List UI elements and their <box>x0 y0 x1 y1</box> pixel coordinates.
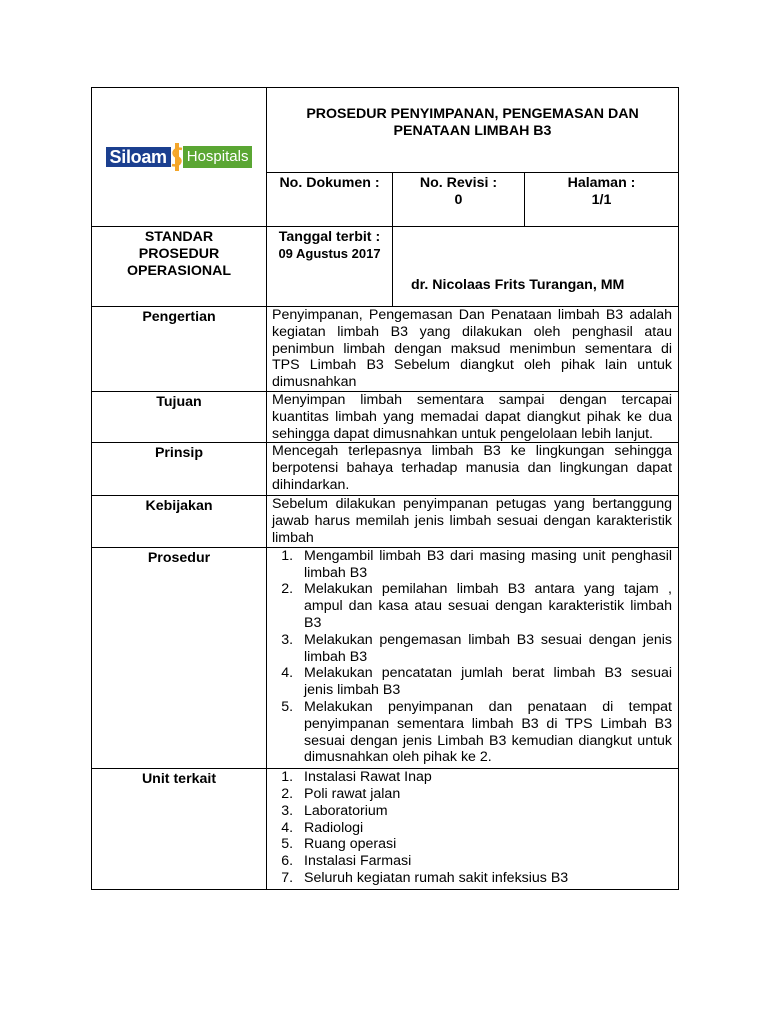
title-line-2: PENATAAN LIMBAH B3 <box>393 122 552 139</box>
unit-item: 5. Ruang operasi <box>297 836 672 853</box>
pengertian-text: Penyimpanan, Pengemasan Dan Penataan limbah B3 adalah kegiatan limbah B3 yang dilakukan oleh penghasil atau penimbun limbah dengan maksud menimbun sementara di TPS Limbah B3 Sebelum diangkut oleh pihak lain untuk dimusnahkan <box>272 307 673 391</box>
sop-label-cell <box>92 227 267 307</box>
pengertian-text-cell <box>267 307 679 392</box>
logo-cell <box>92 88 267 227</box>
unit-item: 7. Seluruh kegiatan rumah sakit infeksius B3 <box>297 870 672 887</box>
page-label: Halaman : <box>567 175 636 191</box>
unit-terkait-label: Unit terkait <box>141 771 217 788</box>
logo-suffix: Hospitals <box>183 146 253 169</box>
siloam-hospitals-logo <box>92 143 266 171</box>
doc-number-cell <box>267 173 393 227</box>
prinsip-label: Prinsip <box>154 445 204 462</box>
issue-date-label: Tanggal terbit : <box>278 229 381 245</box>
sop-document-table <box>91 87 679 890</box>
pengertian-label-cell <box>92 307 267 392</box>
unit-item: 3. Laboratorium <box>297 803 672 820</box>
unit-item: 1. Instalasi Rawat Inap <box>297 769 672 786</box>
revision-label: No. Revisi : <box>419 175 498 191</box>
kebijakan-label-cell <box>92 496 267 547</box>
kebijakan-text-cell <box>267 496 679 547</box>
prosedur-label: Prosedur <box>147 549 211 566</box>
prinsip-text-cell <box>267 443 679 496</box>
kebijakan-label: Kebijakan <box>145 498 213 515</box>
page-cell <box>525 173 679 227</box>
logo-brand: Siloam <box>106 147 171 168</box>
tujuan-text-cell <box>267 391 679 442</box>
tujuan-text: Menyimpan limbah sementara sampai dengan tercapai kuantitas limbah yang memadai dapat diangkut pihak ke dua sehingga dapat dimusnahkan untuk pengelolaan lebih lanjut. <box>272 391 673 442</box>
page-value: 1/1 <box>591 191 612 208</box>
document-title <box>267 88 679 173</box>
tujuan-label-cell <box>92 391 267 442</box>
signatory-cell <box>393 227 679 307</box>
prosedur-step: 2. Melakukan pemilahan limbah B3 antara yang tajam , ampul dan kasa atau sesuai dengan karakteristik limbah B3 <box>297 581 672 631</box>
doc-number-label: No. Dokumen : <box>279 175 380 191</box>
prosedur-step: 4. Melakukan pencatatan jumlah berat limbah B3 sesuai jenis limbah B3 <box>297 665 672 699</box>
issue-date-cell <box>267 227 393 307</box>
unit-item: 2. Poli rawat jalan <box>297 786 672 803</box>
prosedur-list <box>267 548 678 768</box>
kebijakan-text: Sebelum dilakukan penyimpanan petugas yang bertanggung jawab harus memilah jenis limbah sesuai dengan karakteristik limbah <box>272 496 673 546</box>
title-line-1: PROSEDUR PENYIMPANAN, PENGEMASAN DAN <box>306 106 639 122</box>
unit-item: 4. Radiologi <box>297 820 672 837</box>
prosedur-list-cell <box>267 547 679 768</box>
unit-item: 6. Instalasi Farmasi <box>297 853 672 870</box>
sop-line-2: PROSEDUR <box>138 245 220 262</box>
unit-terkait-label-cell <box>92 769 267 890</box>
issue-date-value: 09 Agustus 2017 <box>278 245 381 261</box>
tujuan-label: Tujuan <box>156 393 202 410</box>
prinsip-text: Mencegah terlepasnya limbah B3 ke lingkungan sehingga berpotensi bahaya terhadap manusia dan lingkungan dapat dihindarkan. <box>272 443 673 493</box>
unit-terkait-list <box>267 769 678 889</box>
prinsip-label-cell <box>92 443 267 496</box>
logo-cross-icon <box>169 143 185 171</box>
sop-line-1: STANDAR <box>144 229 214 245</box>
prosedur-step: 3. Melakukan pengemasan limbah B3 sesuai dengan jenis limbah B3 <box>297 632 672 666</box>
prosedur-step: 5. Melakukan penyimpanan dan penataan di tempat penyimpanan sementara limbah B3 di TPS Limbah B3 sesuai dengan jenis Limbah B3 kemudian diangkut untuk dimusnahkan oleh pihak ke 2. <box>297 699 672 766</box>
revision-value: 0 <box>454 191 463 208</box>
sop-line-3: OPERASIONAL <box>126 262 232 279</box>
revision-cell <box>393 173 525 227</box>
signatory-name: dr. Nicolaas Frits Turangan, MM <box>411 277 625 294</box>
pengertian-label: Pengertian <box>142 309 216 325</box>
prosedur-step: 1. Mengambil limbah B3 dari masing masing unit penghasil limbah B3 <box>297 548 672 582</box>
prosedur-label-cell <box>92 547 267 768</box>
unit-terkait-list-cell <box>267 769 679 890</box>
